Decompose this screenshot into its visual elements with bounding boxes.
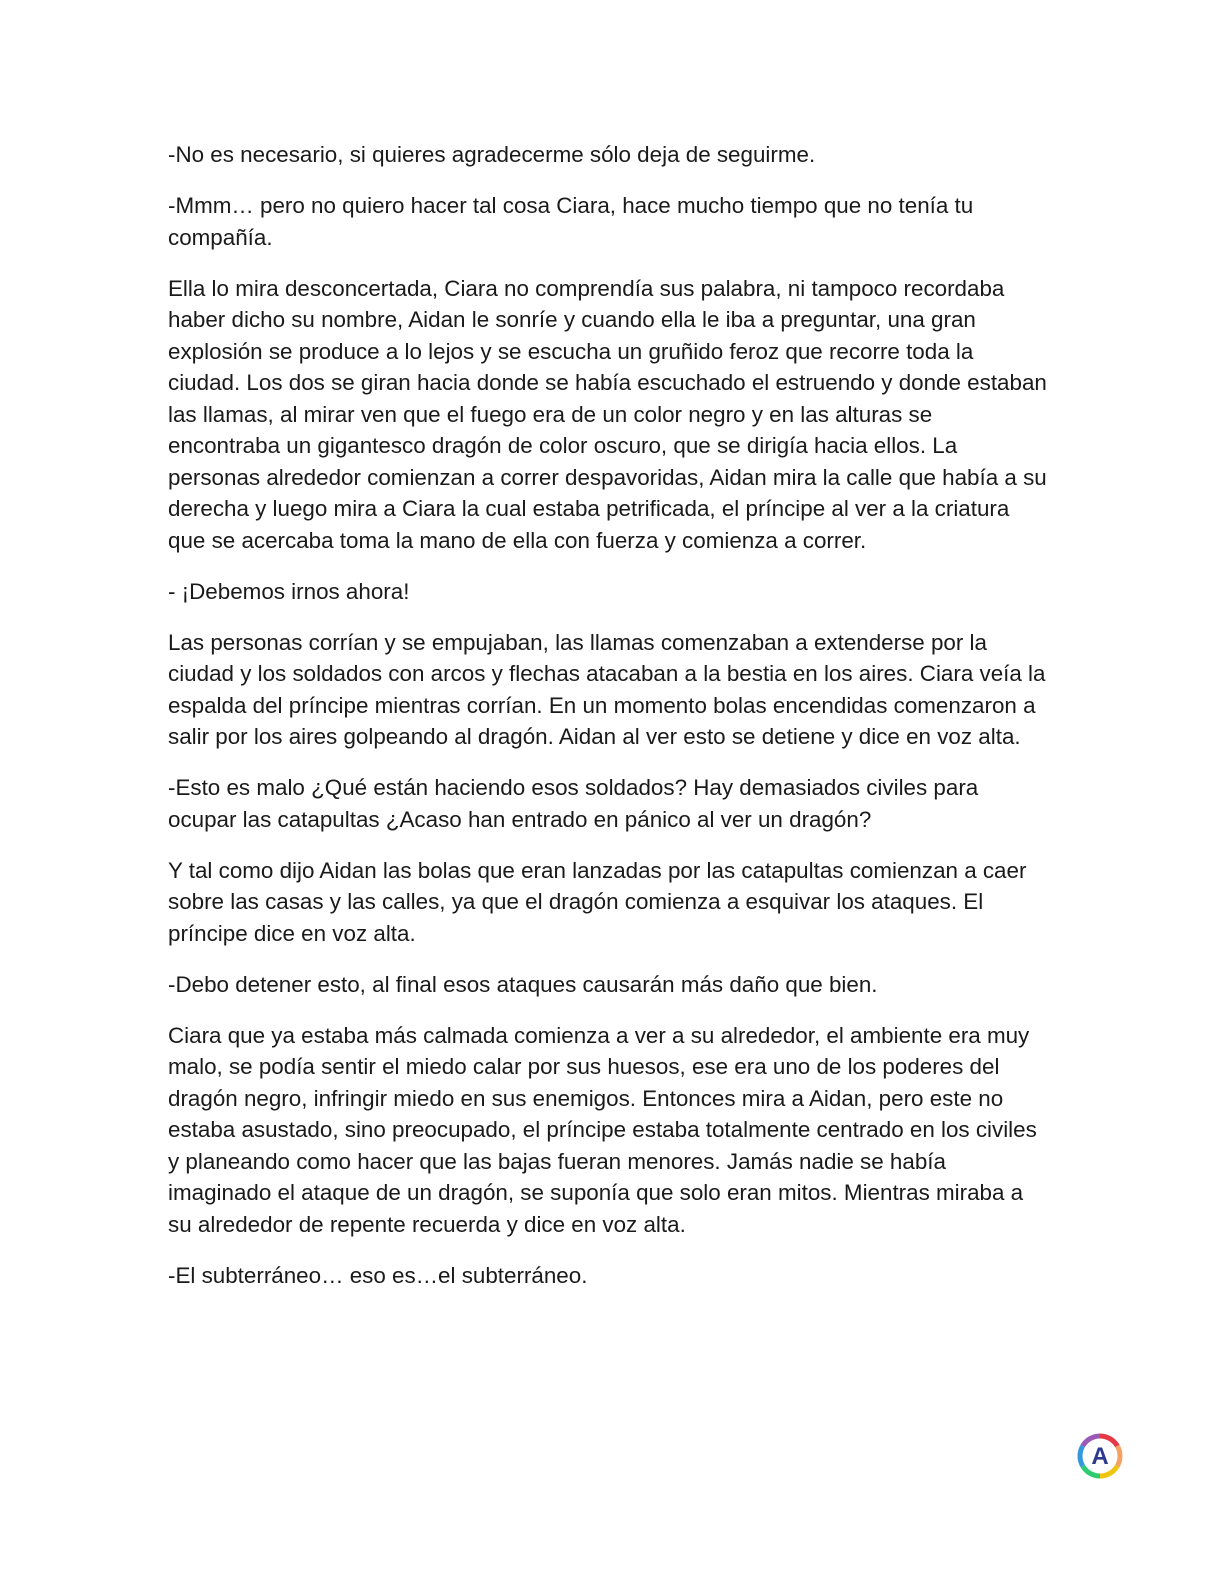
paragraph-4: - ¡Debemos irnos ahora! [168,578,410,604]
paragraph-9: Ciara que ya estaba más calmada comienza a ver a su alrededor, el ambiente era muy malo, se podía sentir el miedo calar por sus huesos, ese era uno de los poderes del dragón negro, infringir miedo en sus enemigos. Entonces mira a Aidan, pero este no estaba asustado, sino preocupado, el príncipe estaba totalmente centrado en los civiles y planeando como hacer que las bajas fueran menores. Jamás nadie se había imaginado el ataque de un dragón, se suponía que solo eran mitos. Mientras miraba a su alrededor de repente recuerda y dice en voz alta. [168,1022,1037,1237]
paragraph-2: -Mmm… pero no quiero hacer tal cosa Ciara, hace mucho tiempo que no tenía tu compañía. [168,193,974,250]
logo-ring-segment [1117,1446,1120,1466]
logo-letter: A [1091,1443,1109,1470]
paragraph-10: -El subterráneo… eso es…el subterráneo. [168,1262,588,1288]
logo-ring-segment [1080,1446,1083,1466]
paragraph-8: -Debo detener esto, al final esos ataques causarán más daño que bien. [168,971,878,997]
paragraph-6: -Esto es malo ¿Qué están haciendo esos soldados? Hay demasiados civiles para ocupar las catapultas ¿Acaso han entrado en pánico al ver un dragón? [168,775,979,832]
letter-a-ring-logo-icon [1075,1431,1125,1481]
paragraph-1: -No es necesario, si quieres agradecerme sólo deja de seguirme. [168,142,816,167]
logo-graphic [1075,1431,1125,1481]
document-body [168,139,1048,1311]
paragraph-3: Ella lo mira desconcertada, Ciara no comprendía sus palabra, ni tampoco recordaba haber dicho su nombre, Aidan le sonríe y cuando ella le iba a preguntar, una gran explosión se produce a lo lejos y se escucha un gruñido feroz que recorre toda la ciudad. Los dos se giran hacia donde se había escuchado el estruendo y donde estaban las llamas, al mirar ven que el fuego era de un color negro y en las alturas se encontraba un gigantesco dragón de color oscuro, que se dirigía hacia ellos. La personas alrededor comienzan a correr despavoridas, Aidan mira la calle que había a su derecha y luego mira a Ciara la cual estaba petrificada, el príncipe al ver a la criatura que se acercaba toma la mano de ella con fuerza y comienza a correr. [168,275,1047,553]
paragraph-5: Las personas corrían y se empujaban, las llamas comenzaban a extenderse por la ciudad y los soldados con arcos y flechas atacaban a la bestia en los aires. Ciara veía la espalda del príncipe mientras corrían. En un momento bolas encendidas comenzaron a salir por los aires golpeando al dragón. Aidan al ver esto se detiene y dice en voz alta. [168,629,1046,749]
paragraph-7: Y tal como dijo Aidan las bolas que eran lanzadas por las catapultas comienzan a caer sobre las casas y las calles, ya que el dragón comienza a esquivar los ataques. El príncipe dice en voz alta. [168,857,1027,946]
